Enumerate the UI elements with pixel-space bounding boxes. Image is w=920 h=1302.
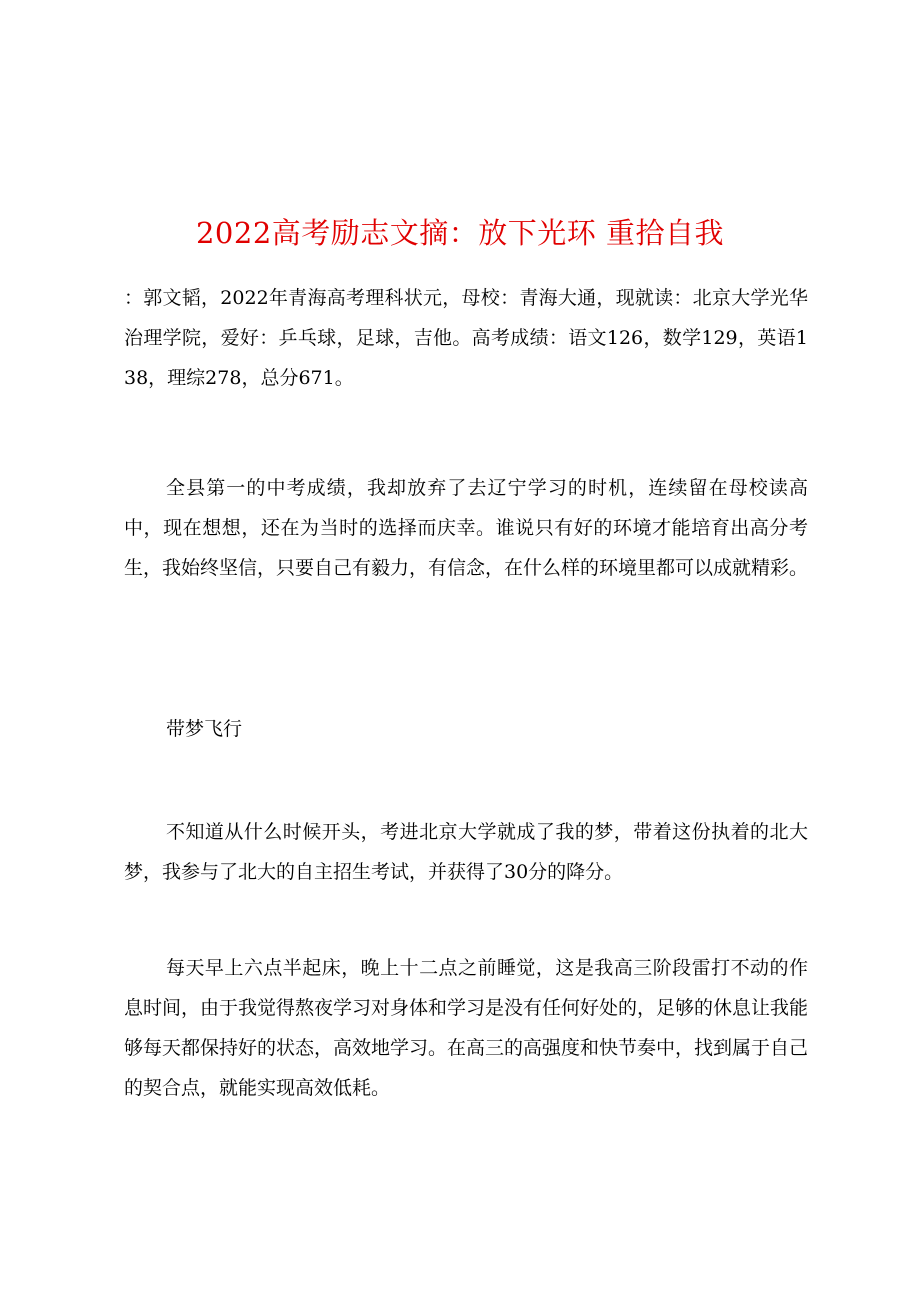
body-paragraph-3: 每天早上六点半起床，晚上十二点之前睡觉，这是我高三阶段雷打不动的作息时间，由于我觉得熬夜学习对身体和学习是没有任何好处的，足够的休息让我能够每天都保持好的状态，高效地学习。在高三的高强度和快节奏中，找到属于自己的契合点，就能实现高效低耗。 — [124, 957, 809, 1099]
intro-paragraph: ：郭文韬，2022年青海高考理科状元，母校：青海大通，现就读：北京大学光华治理学院，爱好：乒乓球，足球，吉他。高考成绩：语文126，数学129，英语138，理综278，总分671。 — [124, 287, 808, 389]
body-paragraph-1: 全县第一的中考成绩，我却放弃了去辽宁学习的时机，连续留在母校读高中，现在想想，还在为当时的选择而庆幸。谁说只有好的环境才能培育出高分考生，我始终坚信，只要自己有毅力，有信念，在什么样的环境里都可以成就精彩。 — [124, 477, 809, 579]
section-heading: 带梦飞行 — [166, 718, 243, 740]
body-paragraph-2: 不知道从什么时候开头，考进北京大学就成了我的梦，带着这份执着的北大梦，我参与了北大的自主招生考试，并获得了30分的降分。 — [124, 821, 808, 883]
document-title: 2022高考励志文摘：放下光环 重拾自我 — [195, 216, 725, 251]
